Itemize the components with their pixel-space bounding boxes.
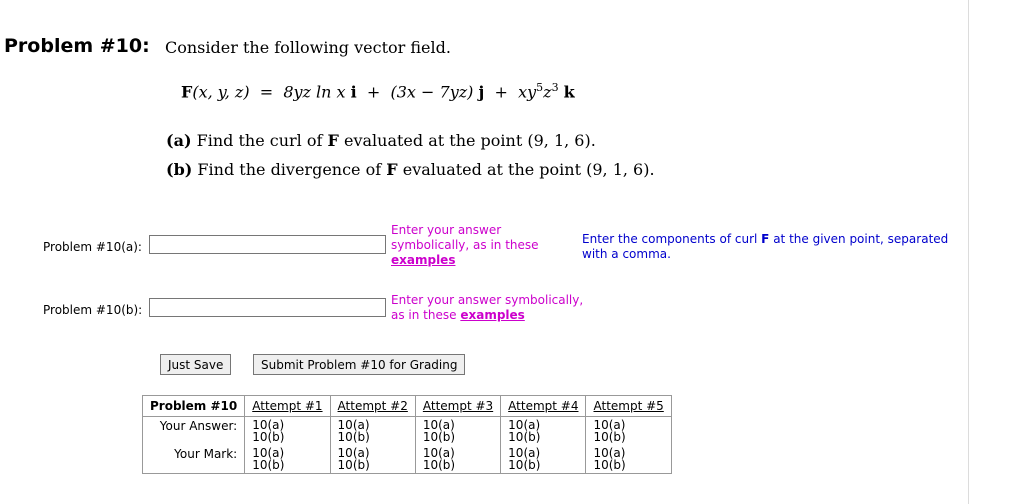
answer-b-examples-link[interactable]: examples (460, 308, 525, 322)
answer-a-input[interactable] (149, 235, 386, 254)
just-save-button[interactable]: Just Save (160, 354, 231, 375)
formula-plus2: + (494, 82, 508, 102)
table-cell: 10(a) 10(b) (501, 417, 586, 446)
formula-k: k (563, 82, 575, 102)
part-b-text: (b) Find the divergence of F evaluated at the point (9, 1, 6). (166, 160, 655, 179)
your-answer-label: Your Answer: (143, 417, 245, 446)
table-cell: 10(a) 10(b) (330, 417, 415, 446)
formula-eq: = (259, 82, 274, 102)
your-answer-row (143, 417, 672, 446)
table-cell: 10(a) 10(b) (501, 445, 586, 474)
formula-i: i (350, 82, 357, 102)
formula-term1: 8yz ln x (283, 82, 346, 102)
submit-button[interactable]: Submit Problem #10 for Grading (253, 354, 465, 375)
attempt-5-link[interactable]: Attempt #5 (593, 399, 664, 413)
answer-b-input[interactable] (149, 298, 386, 317)
answer-a-comment: Enter the components of curl F at the given point, separated with a comma. (582, 232, 949, 261)
formula-args: (x, y, z) (192, 82, 250, 102)
answer-a-hint: Enter your answer symbolically, as in these examples (391, 223, 539, 267)
your-mark-label: Your Mark: (143, 445, 245, 474)
vector-field-formula (181, 81, 575, 101)
problem-title: Problem #10: (4, 35, 150, 57)
attempt-2-link[interactable]: Attempt #2 (337, 399, 408, 413)
formula-term3-mid: z (543, 82, 552, 102)
answer-b-label: Problem #10(b): (43, 303, 143, 317)
your-mark-row (143, 445, 672, 474)
table-cell: 10(a) 10(b) (415, 417, 500, 446)
attempt-1-link[interactable]: Attempt #1 (252, 399, 323, 413)
answer-b-hint: Enter your answer symbolically, as in these examples (391, 293, 584, 322)
table-cell: 10(a) 10(b) (586, 417, 671, 446)
formula-F: F (181, 82, 193, 102)
table-cell: 10(a) 10(b) (330, 445, 415, 474)
table-cell: 10(a) 10(b) (245, 445, 330, 474)
answer-a-label: Problem #10(a): (43, 240, 142, 254)
attempts-header-row (143, 396, 672, 417)
formula-j: j (478, 82, 485, 102)
attempt-3-link[interactable]: Attempt #3 (422, 399, 494, 413)
attempts-table (142, 395, 672, 474)
formula-term2: (3x − 7yz) (390, 82, 474, 102)
answer-a-examples-link[interactable]: examples (391, 253, 456, 267)
formula-term3-exp1: 5 (536, 81, 544, 94)
table-cell: 10(a) 10(b) (586, 445, 671, 474)
formula-plus1: + (366, 82, 381, 102)
formula-term3-exp2: 3 (551, 81, 559, 94)
table-cell: 10(a) 10(b) (415, 445, 500, 474)
page-scrollbar[interactable] (968, 0, 969, 504)
formula-term3-base: xy (518, 82, 537, 102)
table-cell: 10(a) 10(b) (245, 417, 330, 446)
problem-intro: Consider the following vector field. (165, 38, 451, 57)
attempt-4-link[interactable]: Attempt #4 (508, 399, 579, 413)
part-a-text: (a) Find the curl of F evaluated at the point (9, 1, 6). (166, 131, 596, 150)
attempts-problem-header: Problem #10 (143, 396, 245, 417)
